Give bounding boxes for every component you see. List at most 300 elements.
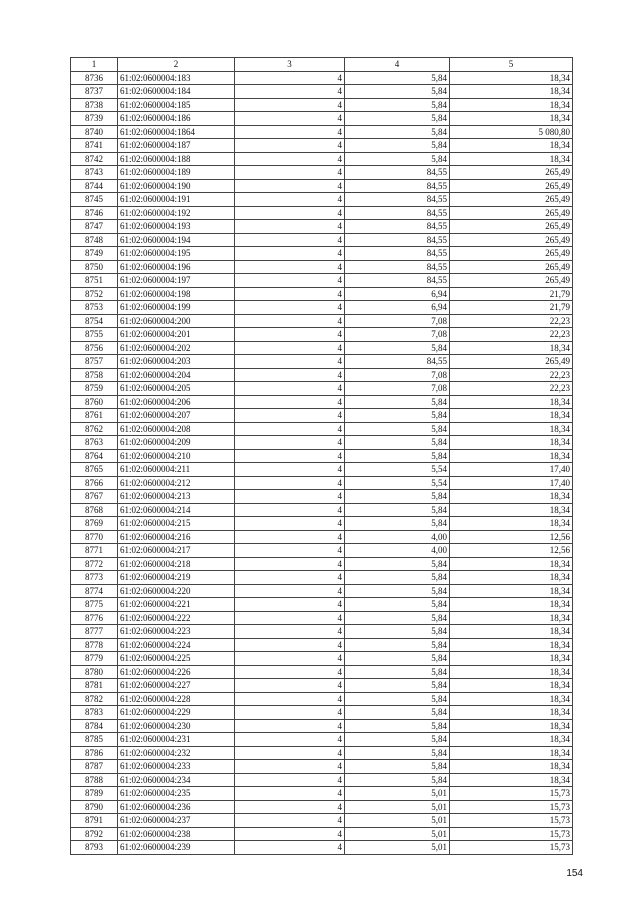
total-cell: 15,73 <box>450 827 573 841</box>
cadastral-number-cell: 61:02:0600004:190 <box>118 179 235 193</box>
category-cell: 4 <box>235 706 345 720</box>
table-row <box>71 368 573 382</box>
value-cell: 5,84 <box>345 625 450 639</box>
total-cell: 18,34 <box>450 557 573 571</box>
total-cell: 22,23 <box>450 382 573 396</box>
cadastral-number-cell: 61:02:0600004:202 <box>118 341 235 355</box>
table-row <box>71 760 573 774</box>
category-cell: 4 <box>235 422 345 436</box>
cadastral-number-cell: 61:02:0600004:1864 <box>118 125 235 139</box>
table-row <box>71 638 573 652</box>
category-cell: 4 <box>235 193 345 207</box>
cadastral-number-cell: 61:02:0600004:237 <box>118 814 235 828</box>
table-row <box>71 287 573 301</box>
table-row <box>71 773 573 787</box>
row-number-cell: 8774 <box>71 584 118 598</box>
cadastral-number-cell: 61:02:0600004:228 <box>118 692 235 706</box>
category-cell: 4 <box>235 692 345 706</box>
row-number-cell: 8784 <box>71 719 118 733</box>
cadastral-number-cell: 61:02:0600004:225 <box>118 652 235 666</box>
table-row <box>71 625 573 639</box>
total-cell: 265,49 <box>450 233 573 247</box>
row-number-cell: 8789 <box>71 787 118 801</box>
table-row <box>71 328 573 342</box>
table-row <box>71 382 573 396</box>
value-cell: 5,84 <box>345 611 450 625</box>
category-cell: 4 <box>235 517 345 531</box>
table-row <box>71 193 573 207</box>
row-number-cell: 8738 <box>71 98 118 112</box>
value-cell: 5,54 <box>345 463 450 477</box>
table-row <box>71 395 573 409</box>
cadastral-number-cell: 61:02:0600004:196 <box>118 260 235 274</box>
cadastral-number-cell: 61:02:0600004:232 <box>118 746 235 760</box>
table-row <box>71 166 573 180</box>
category-cell: 4 <box>235 328 345 342</box>
category-cell: 4 <box>235 503 345 517</box>
category-cell: 4 <box>235 463 345 477</box>
row-number-cell: 8752 <box>71 287 118 301</box>
category-cell: 4 <box>235 773 345 787</box>
row-number-cell: 8756 <box>71 341 118 355</box>
row-number-cell: 8740 <box>71 125 118 139</box>
value-cell: 5,84 <box>345 679 450 693</box>
total-cell: 18,34 <box>450 517 573 531</box>
value-cell: 7,08 <box>345 328 450 342</box>
row-number-cell: 8766 <box>71 476 118 490</box>
cadastral-number-cell: 61:02:0600004:215 <box>118 517 235 531</box>
cadastral-number-cell: 61:02:0600004:223 <box>118 625 235 639</box>
category-cell: 4 <box>235 71 345 85</box>
total-cell: 18,34 <box>450 733 573 747</box>
table-row <box>71 476 573 490</box>
cadastral-number-cell: 61:02:0600004:183 <box>118 71 235 85</box>
total-cell: 18,34 <box>450 409 573 423</box>
table-row <box>71 544 573 558</box>
table-row <box>71 220 573 234</box>
table-row <box>71 841 573 855</box>
cadastral-number-cell: 61:02:0600004:230 <box>118 719 235 733</box>
row-number-cell: 8781 <box>71 679 118 693</box>
cadastral-number-cell: 61:02:0600004:219 <box>118 571 235 585</box>
category-cell: 4 <box>235 355 345 369</box>
table-row <box>71 800 573 814</box>
category-cell: 4 <box>235 152 345 166</box>
value-cell: 5,84 <box>345 503 450 517</box>
table-row <box>71 71 573 85</box>
row-number-cell: 8775 <box>71 598 118 612</box>
category-cell: 4 <box>235 139 345 153</box>
table-row <box>71 301 573 315</box>
value-cell: 5,54 <box>345 476 450 490</box>
category-cell: 4 <box>235 841 345 855</box>
category-cell: 4 <box>235 787 345 801</box>
cadastral-number-cell: 61:02:0600004:209 <box>118 436 235 450</box>
cadastral-number-cell: 61:02:0600004:238 <box>118 827 235 841</box>
value-cell: 5,01 <box>345 787 450 801</box>
value-cell: 84,55 <box>345 193 450 207</box>
value-cell: 84,55 <box>345 166 450 180</box>
total-cell: 15,73 <box>450 800 573 814</box>
category-cell: 4 <box>235 166 345 180</box>
category-cell: 4 <box>235 800 345 814</box>
value-cell: 84,55 <box>345 274 450 288</box>
value-cell: 5,01 <box>345 841 450 855</box>
cadastral-number-cell: 61:02:0600004:197 <box>118 274 235 288</box>
category-cell: 4 <box>235 260 345 274</box>
cadastral-number-cell: 61:02:0600004:206 <box>118 395 235 409</box>
value-cell: 5,84 <box>345 139 450 153</box>
total-cell: 265,49 <box>450 179 573 193</box>
cadastral-number-cell: 61:02:0600004:221 <box>118 598 235 612</box>
row-number-cell: 8758 <box>71 368 118 382</box>
total-cell: 265,49 <box>450 206 573 220</box>
category-cell: 4 <box>235 112 345 126</box>
row-number-cell: 8778 <box>71 638 118 652</box>
cadastral-number-cell: 61:02:0600004:220 <box>118 584 235 598</box>
cadastral-number-cell: 61:02:0600004:216 <box>118 530 235 544</box>
row-number-cell: 8771 <box>71 544 118 558</box>
value-cell: 5,84 <box>345 112 450 126</box>
row-number-cell: 8767 <box>71 490 118 504</box>
row-number-cell: 8787 <box>71 760 118 774</box>
total-cell: 18,34 <box>450 760 573 774</box>
total-cell: 12,56 <box>450 544 573 558</box>
row-number-cell: 8755 <box>71 328 118 342</box>
category-cell: 4 <box>235 98 345 112</box>
total-cell: 18,34 <box>450 436 573 450</box>
total-cell: 5 080,80 <box>450 125 573 139</box>
total-cell: 15,73 <box>450 814 573 828</box>
value-cell: 5,84 <box>345 584 450 598</box>
total-cell: 18,34 <box>450 490 573 504</box>
value-cell: 5,84 <box>345 652 450 666</box>
cadastral-number-cell: 61:02:0600004:184 <box>118 85 235 99</box>
category-cell: 4 <box>235 436 345 450</box>
cadastral-number-cell: 61:02:0600004:201 <box>118 328 235 342</box>
value-cell: 4,00 <box>345 530 450 544</box>
table-row <box>71 233 573 247</box>
value-cell: 5,84 <box>345 85 450 99</box>
row-number-cell: 8790 <box>71 800 118 814</box>
total-cell: 265,49 <box>450 247 573 261</box>
value-cell: 84,55 <box>345 260 450 274</box>
category-cell: 4 <box>235 247 345 261</box>
value-cell: 5,84 <box>345 152 450 166</box>
table-row <box>71 598 573 612</box>
row-number-cell: 8783 <box>71 706 118 720</box>
total-cell: 22,23 <box>450 314 573 328</box>
total-cell: 265,49 <box>450 166 573 180</box>
table-row <box>71 652 573 666</box>
cadastral-number-cell: 61:02:0600004:205 <box>118 382 235 396</box>
cadastral-number-cell: 61:02:0600004:193 <box>118 220 235 234</box>
cadastral-number-cell: 61:02:0600004:224 <box>118 638 235 652</box>
total-cell: 18,34 <box>450 679 573 693</box>
total-cell: 18,34 <box>450 571 573 585</box>
row-number-cell: 8761 <box>71 409 118 423</box>
category-cell: 4 <box>235 449 345 463</box>
cadastral-number-cell: 61:02:0600004:210 <box>118 449 235 463</box>
table-row <box>71 247 573 261</box>
table-row <box>71 274 573 288</box>
total-cell: 18,34 <box>450 71 573 85</box>
total-cell: 18,34 <box>450 719 573 733</box>
row-number-cell: 8744 <box>71 179 118 193</box>
row-number-cell: 8739 <box>71 112 118 126</box>
cadastral-number-cell: 61:02:0600004:189 <box>118 166 235 180</box>
cadastral-number-cell: 61:02:0600004:207 <box>118 409 235 423</box>
row-number-cell: 8743 <box>71 166 118 180</box>
value-cell: 5,84 <box>345 571 450 585</box>
value-cell: 5,01 <box>345 827 450 841</box>
total-cell: 265,49 <box>450 260 573 274</box>
total-cell: 18,34 <box>450 692 573 706</box>
value-cell: 5,84 <box>345 557 450 571</box>
value-cell: 4,00 <box>345 544 450 558</box>
table-row <box>71 125 573 139</box>
total-cell: 18,34 <box>450 139 573 153</box>
value-cell: 5,84 <box>345 773 450 787</box>
table-row <box>71 517 573 531</box>
category-cell: 4 <box>235 652 345 666</box>
value-cell: 5,84 <box>345 638 450 652</box>
cadastral-number-cell: 61:02:0600004:217 <box>118 544 235 558</box>
total-cell: 18,34 <box>450 598 573 612</box>
category-cell: 4 <box>235 476 345 490</box>
category-cell: 4 <box>235 179 345 193</box>
total-cell: 21,79 <box>450 301 573 315</box>
cadastral-number-cell: 61:02:0600004:235 <box>118 787 235 801</box>
row-number-cell: 8765 <box>71 463 118 477</box>
total-cell: 17,40 <box>450 476 573 490</box>
value-cell: 84,55 <box>345 233 450 247</box>
table-body <box>71 71 573 854</box>
row-number-cell: 8777 <box>71 625 118 639</box>
table-row <box>71 409 573 423</box>
row-number-cell: 8773 <box>71 571 118 585</box>
row-number-cell: 8745 <box>71 193 118 207</box>
value-cell: 5,84 <box>345 760 450 774</box>
row-number-cell: 8772 <box>71 557 118 571</box>
table-row <box>71 152 573 166</box>
row-number-cell: 8753 <box>71 301 118 315</box>
row-number-cell: 8737 <box>71 85 118 99</box>
row-number-cell: 8769 <box>71 517 118 531</box>
category-cell: 4 <box>235 598 345 612</box>
total-cell: 265,49 <box>450 355 573 369</box>
cadastral-number-cell: 61:02:0600004:198 <box>118 287 235 301</box>
value-cell: 5,84 <box>345 746 450 760</box>
total-cell: 21,79 <box>450 287 573 301</box>
table-row <box>71 449 573 463</box>
total-cell: 18,34 <box>450 85 573 99</box>
cadastral-number-cell: 61:02:0600004:185 <box>118 98 235 112</box>
cadastral-number-cell: 61:02:0600004:191 <box>118 193 235 207</box>
total-cell: 18,34 <box>450 503 573 517</box>
header-row <box>71 58 573 72</box>
row-number-cell: 8748 <box>71 233 118 247</box>
cadastral-number-cell: 61:02:0600004:218 <box>118 557 235 571</box>
category-cell: 4 <box>235 125 345 139</box>
value-cell: 5,84 <box>345 409 450 423</box>
table-row <box>71 139 573 153</box>
value-cell: 5,84 <box>345 422 450 436</box>
value-cell: 7,08 <box>345 382 450 396</box>
table-row <box>71 746 573 760</box>
value-cell: 6,94 <box>345 301 450 315</box>
row-number-cell: 8746 <box>71 206 118 220</box>
row-number-cell: 8791 <box>71 814 118 828</box>
category-cell: 4 <box>235 530 345 544</box>
value-cell: 5,84 <box>345 98 450 112</box>
cadastral-number-cell: 61:02:0600004:214 <box>118 503 235 517</box>
row-number-cell: 8762 <box>71 422 118 436</box>
row-number-cell: 8780 <box>71 665 118 679</box>
total-cell: 18,34 <box>450 652 573 666</box>
cadastral-number-cell: 61:02:0600004:236 <box>118 800 235 814</box>
category-cell: 4 <box>235 85 345 99</box>
table-row <box>71 665 573 679</box>
table-row <box>71 679 573 693</box>
total-cell: 18,34 <box>450 706 573 720</box>
table-row <box>71 530 573 544</box>
table-row <box>71 341 573 355</box>
table-row <box>71 112 573 126</box>
category-cell: 4 <box>235 274 345 288</box>
value-cell: 5,84 <box>345 706 450 720</box>
category-cell: 4 <box>235 611 345 625</box>
cadastral-number-cell: 61:02:0600004:234 <box>118 773 235 787</box>
category-cell: 4 <box>235 638 345 652</box>
row-number-cell: 8782 <box>71 692 118 706</box>
table-row <box>71 179 573 193</box>
row-number-cell: 8779 <box>71 652 118 666</box>
table-row <box>71 719 573 733</box>
row-number-cell: 8770 <box>71 530 118 544</box>
category-cell: 4 <box>235 584 345 598</box>
total-cell: 18,34 <box>450 665 573 679</box>
cadastral-number-cell: 61:02:0600004:187 <box>118 139 235 153</box>
table-row <box>71 503 573 517</box>
table-row <box>71 463 573 477</box>
total-cell: 18,34 <box>450 584 573 598</box>
category-cell: 4 <box>235 814 345 828</box>
total-cell: 17,40 <box>450 463 573 477</box>
total-cell: 265,49 <box>450 193 573 207</box>
category-cell: 4 <box>235 719 345 733</box>
table-row <box>71 706 573 720</box>
total-cell: 18,34 <box>450 449 573 463</box>
cadastral-number-cell: 61:02:0600004:186 <box>118 112 235 126</box>
cadastral-number-cell: 61:02:0600004:239 <box>118 841 235 855</box>
value-cell: 5,84 <box>345 341 450 355</box>
row-number-cell: 8768 <box>71 503 118 517</box>
total-cell: 18,34 <box>450 112 573 126</box>
total-cell: 15,73 <box>450 787 573 801</box>
table-row <box>71 490 573 504</box>
column-header-2: 2 <box>118 58 235 72</box>
value-cell: 5,84 <box>345 598 450 612</box>
total-cell: 18,34 <box>450 395 573 409</box>
table-row <box>71 611 573 625</box>
table-row <box>71 260 573 274</box>
value-cell: 84,55 <box>345 179 450 193</box>
row-number-cell: 8788 <box>71 773 118 787</box>
cadastral-number-cell: 61:02:0600004:233 <box>118 760 235 774</box>
value-cell: 84,55 <box>345 220 450 234</box>
column-header-3: 3 <box>235 58 345 72</box>
category-cell: 4 <box>235 206 345 220</box>
category-cell: 4 <box>235 301 345 315</box>
category-cell: 4 <box>235 490 345 504</box>
total-cell: 265,49 <box>450 274 573 288</box>
category-cell: 4 <box>235 679 345 693</box>
category-cell: 4 <box>235 220 345 234</box>
total-cell: 18,34 <box>450 638 573 652</box>
value-cell: 5,84 <box>345 692 450 706</box>
row-number-cell: 8759 <box>71 382 118 396</box>
value-cell: 7,08 <box>345 314 450 328</box>
table-row <box>71 827 573 841</box>
cadastral-number-cell: 61:02:0600004:204 <box>118 368 235 382</box>
category-cell: 4 <box>235 827 345 841</box>
page-number: 154 <box>566 868 583 879</box>
total-cell: 18,34 <box>450 422 573 436</box>
data-table <box>70 57 573 855</box>
total-cell: 18,34 <box>450 611 573 625</box>
table-row <box>71 787 573 801</box>
cadastral-number-cell: 61:02:0600004:203 <box>118 355 235 369</box>
row-number-cell: 8757 <box>71 355 118 369</box>
column-header-5: 5 <box>450 58 573 72</box>
total-cell: 18,34 <box>450 746 573 760</box>
category-cell: 4 <box>235 382 345 396</box>
cadastral-number-cell: 61:02:0600004:188 <box>118 152 235 166</box>
cadastral-number-cell: 61:02:0600004:211 <box>118 463 235 477</box>
value-cell: 84,55 <box>345 206 450 220</box>
table-row <box>71 571 573 585</box>
row-number-cell: 8793 <box>71 841 118 855</box>
table-row <box>71 692 573 706</box>
row-number-cell: 8747 <box>71 220 118 234</box>
category-cell: 4 <box>235 368 345 382</box>
category-cell: 4 <box>235 314 345 328</box>
cadastral-number-cell: 61:02:0600004:229 <box>118 706 235 720</box>
value-cell: 84,55 <box>345 355 450 369</box>
value-cell: 5,84 <box>345 436 450 450</box>
table-row <box>71 98 573 112</box>
cadastral-number-cell: 61:02:0600004:195 <box>118 247 235 261</box>
total-cell: 18,34 <box>450 341 573 355</box>
row-number-cell: 8764 <box>71 449 118 463</box>
cadastral-number-cell: 61:02:0600004:231 <box>118 733 235 747</box>
row-number-cell: 8792 <box>71 827 118 841</box>
column-header-4: 4 <box>345 58 450 72</box>
value-cell: 5,84 <box>345 719 450 733</box>
row-number-cell: 8786 <box>71 746 118 760</box>
value-cell: 5,84 <box>345 449 450 463</box>
category-cell: 4 <box>235 746 345 760</box>
cadastral-number-cell: 61:02:0600004:200 <box>118 314 235 328</box>
category-cell: 4 <box>235 625 345 639</box>
value-cell: 5,84 <box>345 517 450 531</box>
row-number-cell: 8742 <box>71 152 118 166</box>
row-number-cell: 8741 <box>71 139 118 153</box>
column-header-1: 1 <box>71 58 118 72</box>
value-cell: 7,08 <box>345 368 450 382</box>
total-cell: 12,56 <box>450 530 573 544</box>
